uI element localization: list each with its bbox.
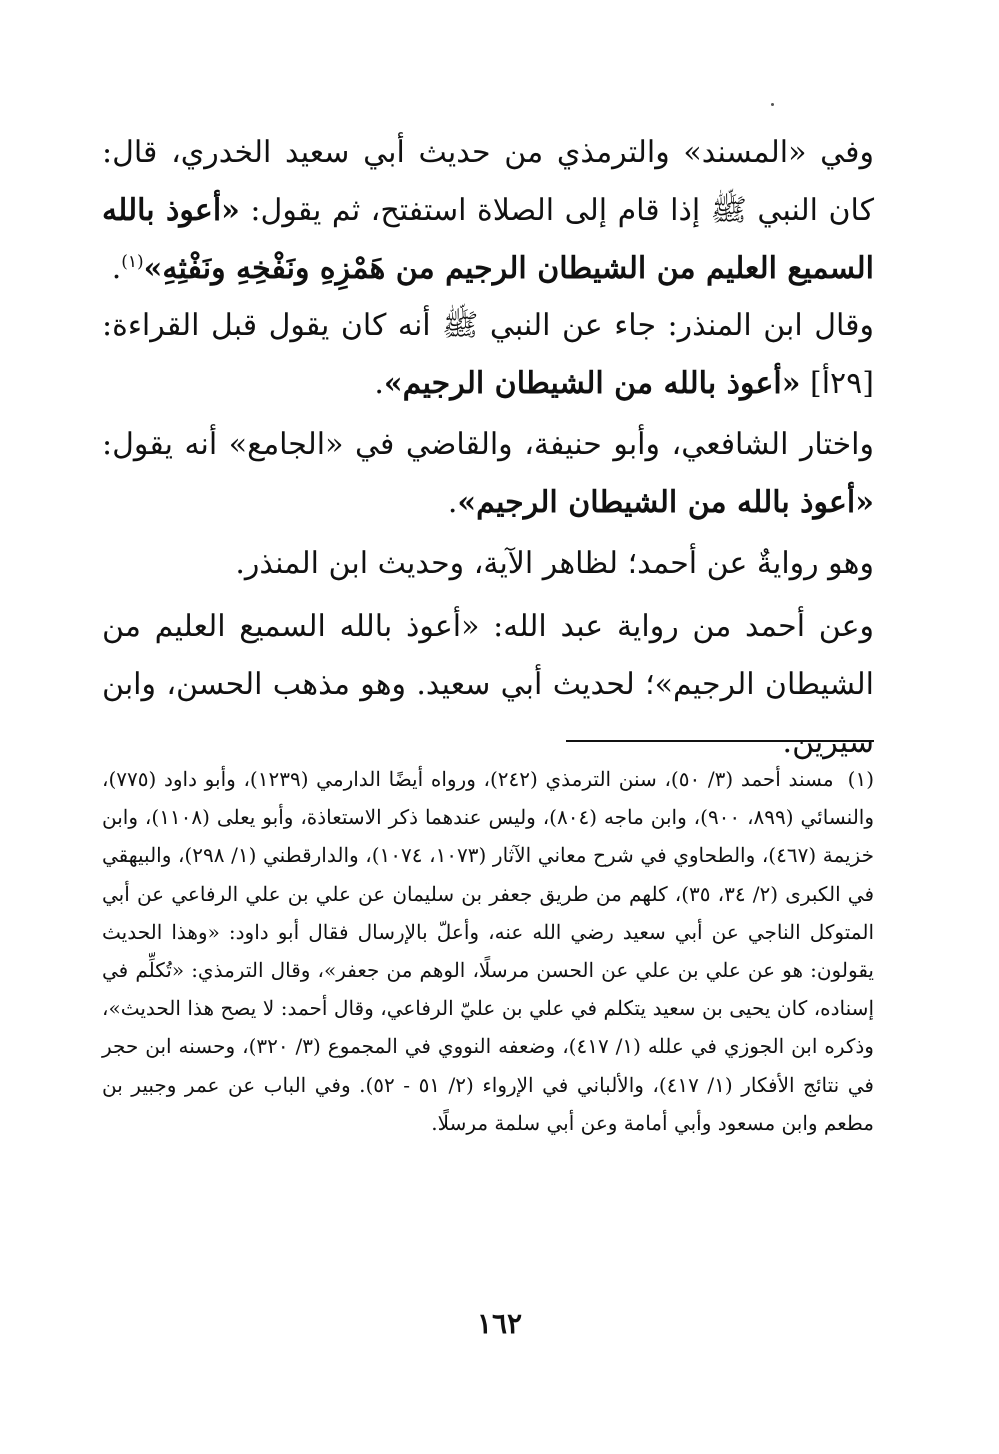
paragraph-3-quote: «أعوذ بالله من الشيطان الرجيم» bbox=[457, 485, 874, 520]
paragraph-1-text: وفي «المسند» والترمذي من حديث أبي سعيد الخدري، قال: كان النبي ﷺ إذا قام إلى الصلاة استفتح، ثم يقول: bbox=[102, 135, 874, 228]
paragraph-2-end: . bbox=[374, 366, 384, 401]
paragraph-1-end: . bbox=[111, 251, 122, 286]
paragraph-1 bbox=[102, 124, 874, 298]
page-number: ١٦٢ bbox=[476, 1307, 523, 1340]
footnote-marker: (١) bbox=[847, 767, 874, 791]
footnote-separator bbox=[566, 740, 874, 742]
paragraph-3 bbox=[102, 416, 874, 532]
paragraph-5: وعن أحمد من رواية عبد الله: «أعوذ بالله السميع العليم من الشيطان الرجيم»؛ لحديث أبي سعيد. وهو مذهب الحسن، وابن سيرين. bbox=[102, 609, 874, 760]
paragraph-2-quote: «أعوذ بالله من الشيطان الرجيم» bbox=[383, 366, 801, 401]
paragraph-3-end: . bbox=[447, 485, 458, 520]
paragraph-3-text: واختار الشافعي، وأبو حنيفة، والقاضي في «الجامع» أنه يقول: bbox=[102, 427, 874, 462]
page-speck bbox=[771, 103, 774, 106]
paragraph-2 bbox=[102, 297, 874, 413]
footnote-reference[interactable]: (١) bbox=[121, 252, 144, 272]
paragraph-4: وهو روايةٌ عن أحمد؛ لظاهر الآية، وحديث ابن المنذر. bbox=[235, 546, 874, 581]
footnote bbox=[102, 760, 874, 1142]
footnote-text: مسند أحمد (٣/ ٥٠)، سنن الترمذي (٢٤٢)، ورواه أيضًا الدارمي (١٢٣٩)، وأبو داود (٧٧٥)، والنسائي (٨٩٩، ٩٠٠)، وابن ماجه (٨٠٤)، وليس عندهما ذكر الاستعاذة، وأبو يعلى (١١٠٨)، وابن خزيمة (٤٦٧)، والطحاوي في شرح معاني الآثار (١٠٧٣، ١٠٧٤)، والدارقطني (١/ ٢٩٨)، والبيهقي في الكبرى (٢/ ٣٤، ٣٥)، كلهم من طريق جعفر بن سليمان عن علي بن علي الرفاعي عن أبي المتوكل الناجي عن أبي سعيد رضي الله عنه، وأعلّ بالإرسال فقال أبو داود: «وهذا الحديث يقولون: هو عن علي بن علي عن الحسن مرسلًا، الوهم من جعفر»، وقال الترمذي: «تُكلِّم في إسناده، كان يحيى بن سعيد يتكلم في علي بن عليّ الرفاعي، وقال أحمد: لا يصح هذا الحديث»، وذكره ابن الجوزي في علله (١/ ٤١٧)، وضعفه النووي في المجموع (٣/ ٣٢٠)، وحسنه ابن حجر في نتائج الأفكار (١/ ٤١٧)، والألباني في الإرواء (٢/ ٥١ - ٥٢). وفي الباب عن عمر وجبير بن مطعم وابن مسعود وأبي أمامة وعن أبي سلمة مرسلًا. bbox=[102, 767, 875, 1135]
paragraph-2-text: وقال ابن المنذر: جاء عن النبي ﷺ أنه كان يقول قبل القراءة: [٢٩أ] bbox=[102, 308, 874, 401]
paragraph-1-quote: «أعوذ بالله السميع العليم من الشيطان الرجيم من هَمْزِهِ ونَفْخِهِ ونَفْثِهِ» bbox=[102, 193, 874, 286]
